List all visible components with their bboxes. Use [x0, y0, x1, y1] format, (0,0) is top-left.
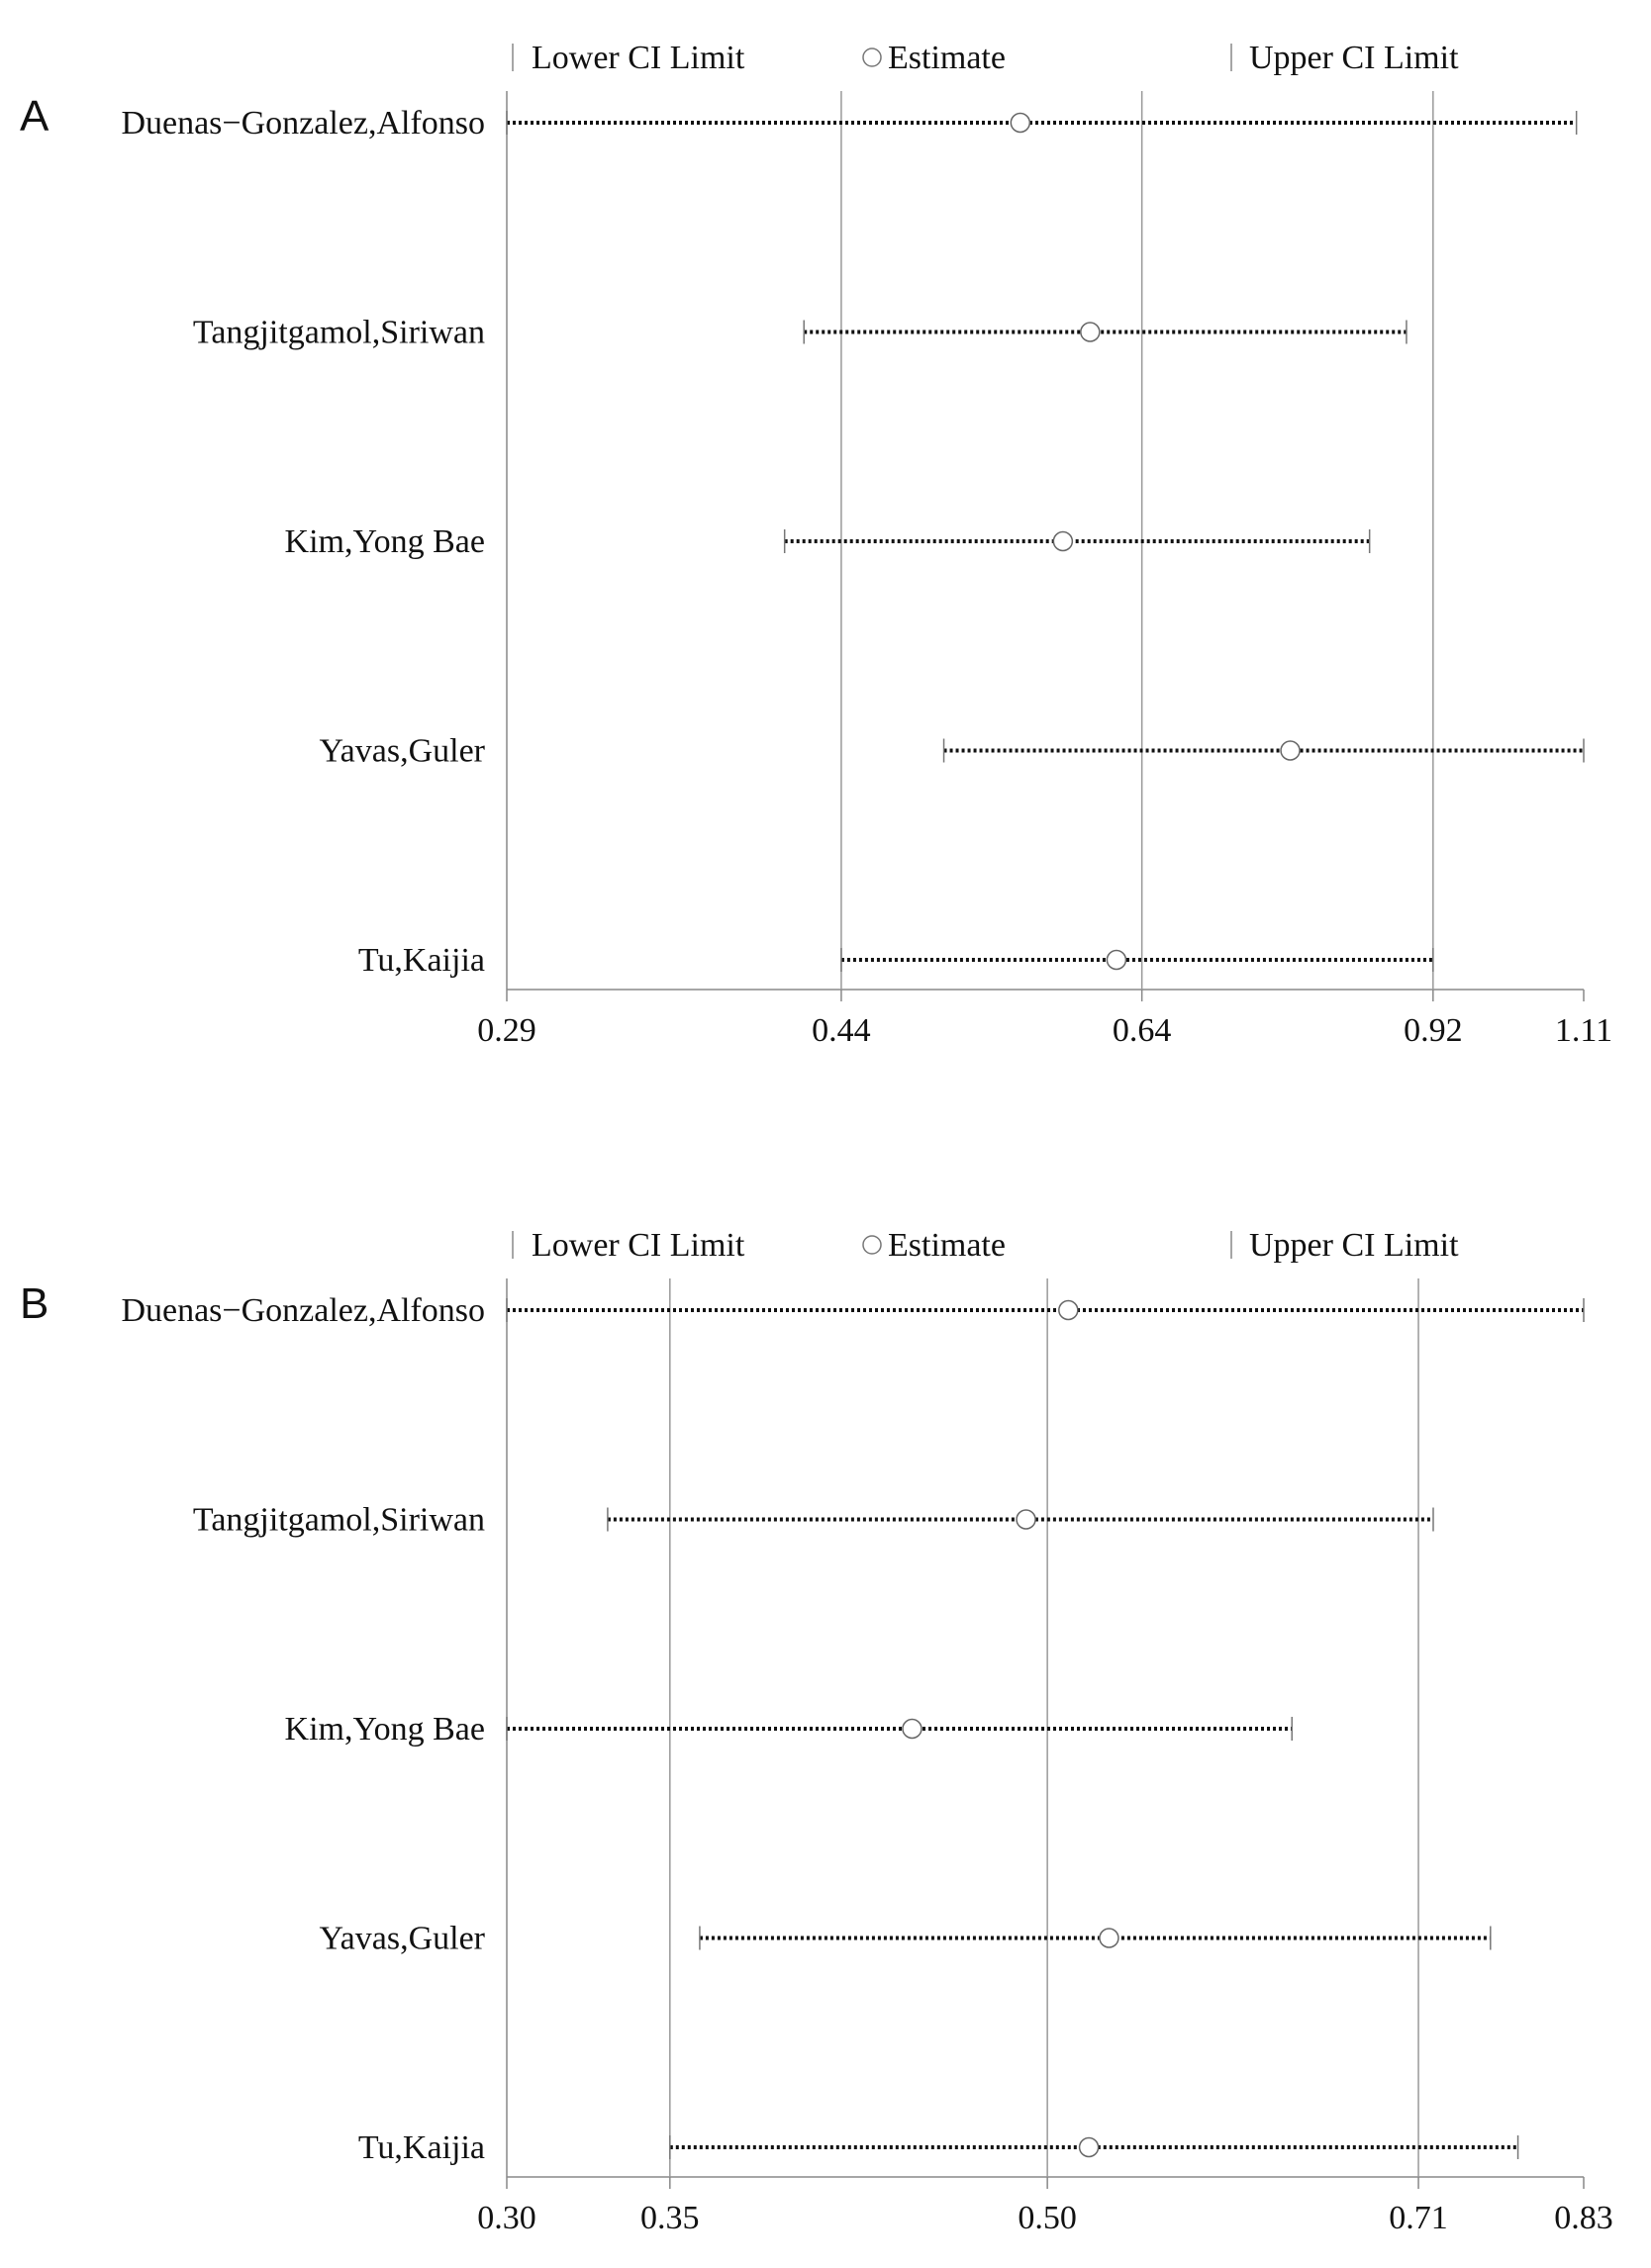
legend-estimate-label: Estimate [888, 1227, 1006, 1264]
legend-lower-label: Lower CI Limit [532, 40, 745, 76]
legend-estimate-marker [863, 1236, 881, 1254]
legend-lower-label: Lower CI Limit [532, 1227, 745, 1264]
study-row [285, 523, 1370, 560]
estimate-marker [1107, 951, 1125, 970]
study-row [358, 2129, 1518, 2166]
study-label: Tangjitgamol,Siriwan [192, 314, 485, 351]
study-row [320, 1921, 1491, 1957]
study-row [193, 315, 1407, 351]
study-label: Yavas,Guler [319, 1920, 485, 1957]
study-row [193, 1502, 1433, 1539]
study-label: Duenas−Gonzalez,Alfonso [121, 105, 485, 142]
study-label: Kim,Yong Bae [284, 1711, 485, 1748]
study-row [121, 1292, 1584, 1329]
estimate-marker [1080, 2138, 1099, 2157]
estimate-marker [1017, 1510, 1035, 1529]
study-label: Tangjitgamol,Siriwan [192, 1501, 485, 1539]
x-tick-label: 0.30 [477, 2200, 536, 2236]
x-tick-label: 0.92 [1404, 1012, 1463, 1049]
legend [513, 1227, 1459, 1264]
estimate-marker [903, 1720, 922, 1739]
estimate-marker [1100, 1929, 1118, 1947]
panel-label: A [20, 92, 49, 141]
x-tick-label: 0.83 [1554, 2200, 1613, 2236]
study-row [320, 733, 1584, 770]
study-label: Yavas,Guler [319, 732, 485, 770]
panel-b [20, 1227, 1613, 2236]
study-label: Duenas−Gonzalez,Alfonso [121, 1292, 485, 1329]
x-tick-label: 0.64 [1112, 1012, 1172, 1049]
study-row [121, 105, 1576, 142]
legend [513, 40, 1459, 76]
x-tick-label: 0.29 [477, 1012, 536, 1049]
panel-a [20, 40, 1612, 1049]
study-label: Kim,Yong Bae [284, 523, 485, 560]
panel-label: B [20, 1279, 49, 1328]
estimate-marker [1059, 1301, 1078, 1320]
estimate-marker [1053, 532, 1072, 551]
x-tick-label: 0.35 [640, 2200, 700, 2236]
legend-upper-label: Upper CI Limit [1249, 40, 1459, 76]
legend-estimate-marker [863, 48, 881, 66]
study-label: Tu,Kaijia [357, 2129, 485, 2166]
x-tick-label: 1.11 [1554, 1012, 1613, 1049]
x-tick-label: 0.44 [812, 1012, 871, 1049]
estimate-marker [1081, 323, 1100, 341]
legend-estimate-label: Estimate [888, 40, 1006, 76]
study-row [358, 942, 1433, 979]
legend-upper-label: Upper CI Limit [1249, 1227, 1459, 1264]
study-row [285, 1711, 1293, 1748]
x-tick-label: 0.50 [1018, 2200, 1077, 2236]
estimate-marker [1011, 114, 1029, 133]
estimate-marker [1281, 741, 1300, 760]
x-tick-label: 0.71 [1389, 2200, 1448, 2236]
study-label: Tu,Kaijia [357, 942, 485, 979]
